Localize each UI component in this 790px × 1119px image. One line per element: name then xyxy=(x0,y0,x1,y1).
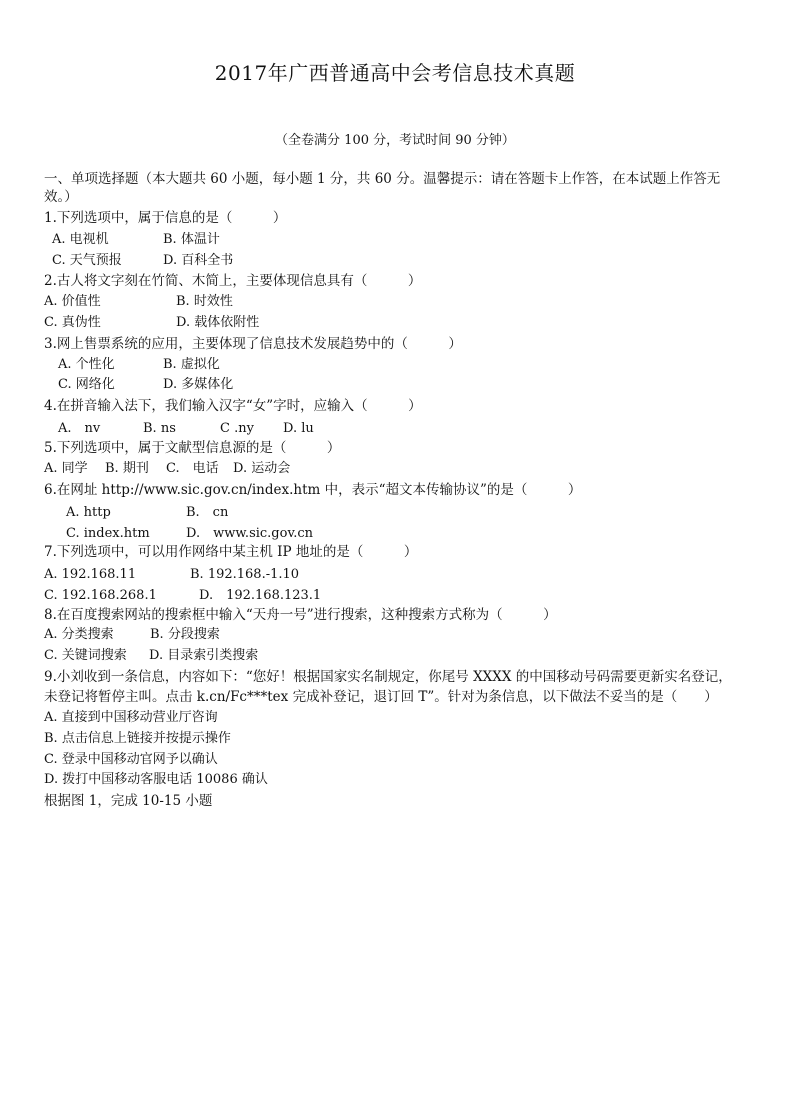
question-1-option-a: A. 电视机 xyxy=(52,232,109,247)
question-2-option-c: C. 真伪性 xyxy=(44,315,101,330)
page-title: 2017年广西普通高中会考信息技术真题 xyxy=(214,61,576,85)
question-8-option-d: D. 目录索引类搜索 xyxy=(149,648,259,663)
question-6-option-b: B. cn xyxy=(186,505,229,520)
exam-info: （全卷满分 100 分，考试时间 90 分钟） xyxy=(275,133,515,148)
instruction-line: 根据图 1，完成 10-15 小题 xyxy=(44,793,213,809)
question-6-option-d: D. www.sic.gov.cn xyxy=(186,526,314,541)
question-2-option-d: D. 载体依附性 xyxy=(176,315,260,330)
question-8-option-b: B. 分段搜索 xyxy=(150,627,220,642)
question-1-option-d: D. 百科全书 xyxy=(163,253,234,268)
question-7-option-a: A. 192.168.11 xyxy=(44,567,137,582)
question-8-option-c: C. 关键词搜索 xyxy=(44,648,127,663)
question-4-option-a: A. nv xyxy=(58,421,101,436)
question-9-option-b: B. 点击信息上链接并按提示操作 xyxy=(44,731,231,746)
question-7-option-c: C. 192.168.268.1 xyxy=(44,588,157,603)
question-4-stem: 4.在拼音输入法下，我们输入汉字“女”字时，应输入（ ） xyxy=(44,398,422,414)
question-7-option-d: D. 192.168.123.1 xyxy=(199,588,322,603)
question-3-option-a: A. 个性化 xyxy=(58,357,115,372)
question-4-option-b: B. ns xyxy=(143,421,176,436)
question-3-option-b: B. 虚拟化 xyxy=(163,357,220,372)
question-6-option-a: A. http xyxy=(66,505,111,520)
question-1-stem: 1.下列选项中，属于信息的是（ ） xyxy=(44,210,287,226)
question-5-option-a: A. 同学 xyxy=(44,461,88,476)
question-7-option-b: B. 192.168.-1.10 xyxy=(190,567,300,582)
section-header-cont: 效。） xyxy=(44,189,78,205)
question-8-option-a: A. 分类搜索 xyxy=(44,627,114,642)
question-4-option-d: D. lu xyxy=(283,421,314,436)
question-2-option-b: B. 时效性 xyxy=(176,294,233,309)
question-9-option-c: C. 登录中国移动官网予以确认 xyxy=(44,752,218,767)
question-9-stem-line2: 未登记将暂停主叫。点击 k.cn/Fc***tex 完成补登记，退订回 T”。针对为条信息，以下做法不妥当的是（ ） xyxy=(44,689,718,705)
question-2-option-a: A. 价值性 xyxy=(44,294,101,309)
section-header: 一、单项选择题（本大题共 60 小题，每小题 1 分，共 60 分。温馨提示：请在答题卡上作答，在本试题上作答无 xyxy=(44,171,721,187)
question-6-option-c: C. index.htm xyxy=(66,526,150,541)
question-5-option-d: D. 运动会 xyxy=(233,461,291,476)
question-5-stem: 5.下列选项中，属于文献型信息源的是（ ） xyxy=(44,440,341,456)
question-9-option-d: D. 拨打中国移动客服电话 10086 确认 xyxy=(44,772,268,787)
question-3-option-c: C. 网络化 xyxy=(58,377,115,392)
question-1-option-b: B. 体温计 xyxy=(163,232,220,247)
question-9-option-a: A. 直接到中国移动营业厅咨询 xyxy=(44,710,218,725)
question-5-option-b: B. 期刊 xyxy=(105,461,149,476)
question-3-option-d: D. 多媒体化 xyxy=(163,377,234,392)
question-7-stem: 7.下列选项中，可以用作网络中某主机 IP 地址的是（ ） xyxy=(44,544,418,560)
question-3-stem: 3.网上售票系统的应用，主要体现了信息技术发展趋势中的（ ） xyxy=(44,336,462,352)
question-6-stem: 6.在网址 http://www.sic.gov.cn/index.htm 中，表示“超文本传输协议”的是（ ） xyxy=(44,482,582,498)
question-9-stem-line1: 9.小刘收到一条信息，内容如下：“您好！根据国家实名制规定，你尾号 XXXX 的中国移动号码需要更新实名登记， xyxy=(44,669,732,685)
question-1-option-c: C. 天气预报 xyxy=(52,253,122,268)
question-2-stem: 2.古人将文字刻在竹简、木简上，主要体现信息具有（ ） xyxy=(44,273,422,289)
question-5-option-c: C. 电话 xyxy=(166,461,219,476)
question-4-option-c: C .ny xyxy=(220,421,254,436)
question-8-stem: 8.在百度搜索网站的搜索框中输入“天舟一号”进行搜索，这种搜索方式称为（ ） xyxy=(44,607,557,623)
